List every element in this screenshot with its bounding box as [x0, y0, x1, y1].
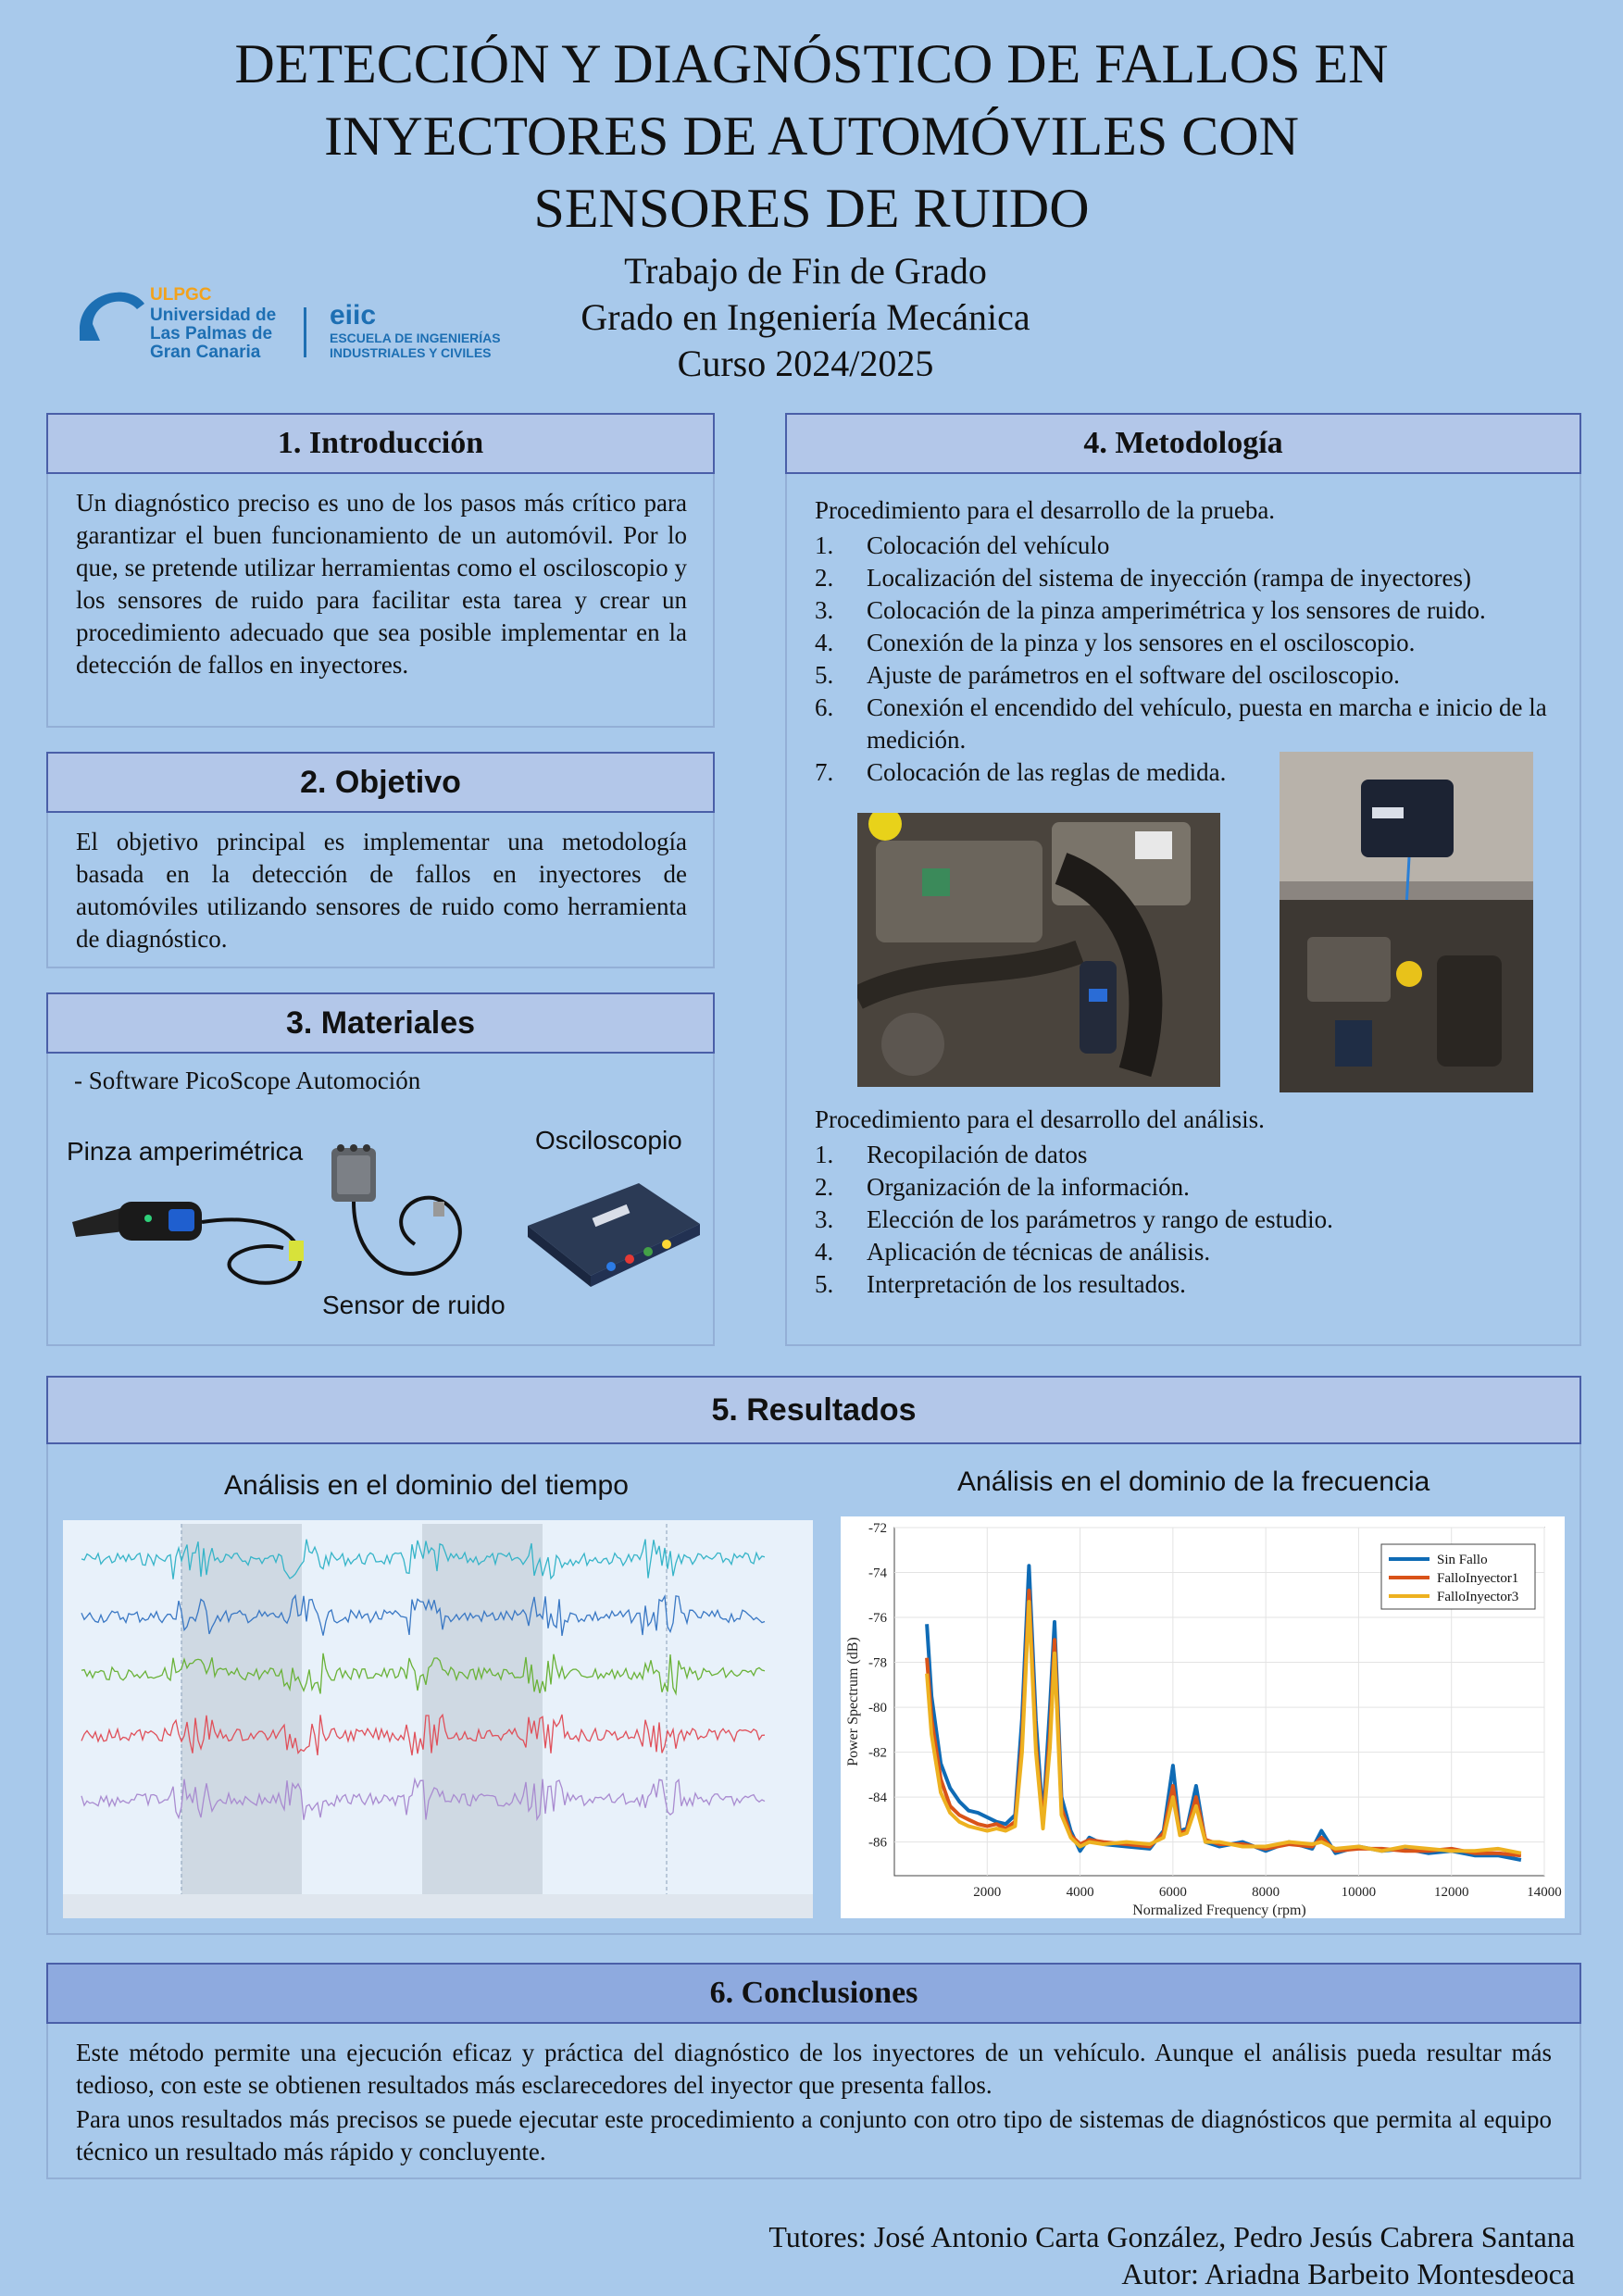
sensor-label: Sensor de ruido [322, 1291, 506, 1319]
x-tick-label: 10000 [1341, 1885, 1377, 1900]
logo-university-line: Universidad de [150, 306, 277, 325]
title-line: INYECTORES DE AUTOMÓVILES CON [324, 106, 1299, 167]
y-tick-label: -78 [868, 1655, 887, 1671]
conclusions-paragraph: Para unos resultados más precisos se puede ejecutar este procedimiento a conjunto con otro tipo de sistemas de diagnósticos que permita al equipo técnico un resultado más rápido y concluyente. [76, 2105, 1552, 2165]
author-line: Autor: Ariadna Barbeito Montesdeoca [1121, 2257, 1575, 2290]
step-number: 1. [815, 531, 834, 559]
section-results [46, 1376, 1581, 1935]
logo-eiic: eiic [330, 300, 377, 331]
y-tick-label: -82 [868, 1745, 887, 1761]
frequency-domain-chart [841, 1516, 1565, 1918]
step-text: Elección de los parámetros y rango de estudio. [867, 1205, 1333, 1233]
section-methodology [785, 413, 1581, 1346]
procedure-step [815, 1139, 1555, 1171]
section-heading: 4. Metodología [785, 413, 1581, 474]
scope-shaded-region [422, 1524, 543, 1894]
step-number: 5. [815, 1270, 834, 1298]
oscilloscope-illustration [518, 1170, 704, 1291]
x-tick-label: 6000 [1158, 1885, 1187, 1900]
conclusions-paragraph: Este método permite una ejecución eficaz y práctica del diagnóstico de los inyectores de un vehículo. Aunque el análisis pueda resultar más tedioso, con este se obtienen resultados más esclarecedores del inyector que presenta fallos. [76, 2039, 1552, 2099]
title-line: DETECCIÓN Y DIAGNÓSTICO DE FALLOS EN [234, 33, 1389, 94]
step-text: Organización de la información. [867, 1173, 1190, 1201]
section-introduction [46, 413, 715, 728]
noise-sensor-illustration [322, 1142, 480, 1291]
step-text: Colocación de la pinza amperimétrica y los sensores de ruido. [867, 596, 1486, 624]
step-number: 6. [815, 693, 834, 721]
engine-photo [857, 813, 1220, 1087]
intro-text: Un diagnóstico preciso es uno de los pasos más crítico para garantizar el buen funcionamiento de un automóvil. Por lo que, se pretende utilizar herramientas como el osciloscopio y los sensores de ruido para facilitar esta tarea y crear un procedimiento adecuado que sea posible implementar en la detección de fallos en inyectores. [76, 489, 687, 679]
section-heading: 1. Introducción [46, 413, 715, 474]
x-tick-label: 12000 [1433, 1885, 1469, 1900]
y-tick-label: -84 [868, 1791, 887, 1806]
step-number: 1. [815, 1141, 834, 1168]
y-axis-label: Power Spectrum (dB) [845, 1637, 861, 1766]
procedure-step [815, 562, 1555, 594]
procedure-step [815, 692, 1555, 756]
software-label: - Software PicoScope Automoción [74, 1067, 421, 1094]
university-logo [72, 276, 517, 368]
procedure-step [815, 627, 1555, 659]
x-tick-label: 14000 [1527, 1885, 1562, 1900]
legend-entry: FalloInyector1 [1437, 1571, 1519, 1586]
logo-university-line: Gran Canaria [150, 343, 261, 362]
procedure-step [815, 1236, 1555, 1268]
step-text: Aplicación de técnicas de análisis. [867, 1238, 1211, 1266]
x-tick-label: 4000 [1066, 1885, 1094, 1900]
oscilloscope-in-car-photo [1280, 752, 1533, 1092]
y-tick-label: -72 [868, 1521, 887, 1536]
step-number: 4. [815, 1238, 834, 1266]
scope-time-ruler [63, 1894, 813, 1918]
section-heading: 6. Conclusiones [46, 1963, 1581, 2024]
poster-title [0, 28, 1623, 244]
section-conclusions [46, 1963, 1581, 2179]
logo-ulpgc: ULPGC [150, 285, 212, 305]
logo-school-line: INDUSTRIALES Y CIVILES [330, 345, 492, 360]
ulpgc-emblem-icon [72, 276, 517, 368]
step-number: 2. [815, 1173, 834, 1201]
step-number: 5. [815, 661, 834, 689]
y-tick-label: -76 [868, 1611, 887, 1627]
legend-entry: Sin Fallo [1437, 1553, 1488, 1567]
step-number: 2. [815, 564, 834, 592]
step-text: Localización del sistema de inyección (rampa de inyectores) [867, 564, 1471, 592]
step-number: 3. [815, 1205, 834, 1233]
legend-entry: FalloInyector3 [1437, 1590, 1519, 1604]
step-text: Ajuste de parámetros en el software del osciloscopio. [867, 661, 1400, 689]
time-domain-title: Análisis en el dominio del tiempo [224, 1470, 629, 1501]
methodology-intro-analysis: Procedimiento para el desarrollo del análisis. [815, 1105, 1265, 1133]
step-number: 7. [815, 758, 834, 786]
procedure-step [815, 1204, 1555, 1236]
title-line: SENSORES DE RUIDO [533, 178, 1090, 239]
y-tick-label: -86 [868, 1835, 887, 1851]
step-text: Colocación del vehículo [867, 531, 1110, 559]
step-text: Colocación de las reglas de medida. [867, 758, 1227, 786]
subtitle-line: Grado en Ingeniería Mecánica [581, 296, 1030, 338]
tutors-line: Tutores: José Antonio Carta González, Pedro Jesús Cabrera Santana [768, 2220, 1575, 2253]
frequency-domain-title: Análisis en el dominio de la frecuencia [957, 1466, 1430, 1497]
scope-label: Osciloscopio [535, 1126, 682, 1154]
objective-text: El objetivo principal es implementar una metodología basada en la detección de fallos en inyectores de automóviles utilizando sensores de ruido como herramienta de diagnóstico. [76, 828, 687, 953]
poster-subtitle [463, 248, 1148, 387]
clamp-label: Pinza amperimétrica [67, 1137, 304, 1166]
x-tick-label: 8000 [1252, 1885, 1280, 1900]
current-clamp-illustration [69, 1176, 318, 1296]
step-text: Interpretación de los resultados. [867, 1270, 1186, 1298]
y-tick-label: -74 [868, 1566, 887, 1581]
step-number: 3. [815, 596, 834, 624]
procedure-step [815, 659, 1555, 692]
x-axis-label: Normalized Frequency (rpm) [1132, 1903, 1306, 1918]
step-number: 4. [815, 629, 834, 656]
section-heading: 3. Materiales [46, 992, 715, 1054]
scope-shaded-region [181, 1524, 302, 1894]
subtitle-line: Curso 2024/2025 [677, 343, 934, 384]
section-objective [46, 752, 715, 968]
time-domain-plot [63, 1520, 813, 1918]
procedure-step [815, 530, 1555, 562]
step-text: Conexión de la pinza y los sensores en el osciloscopio. [867, 629, 1416, 656]
x-tick-label: 2000 [973, 1885, 1002, 1900]
procedure-step [815, 594, 1555, 627]
section-heading: 5. Resultados [46, 1376, 1581, 1444]
test-procedure-list [815, 530, 1555, 789]
analysis-procedure-list [815, 1139, 1555, 1301]
methodology-intro-test: Procedimiento para el desarrollo de la prueba. [815, 496, 1276, 524]
section-materials [46, 992, 715, 1346]
step-text: Conexión el encendido del vehículo, puesta en marcha e inicio de la medición. [867, 693, 1547, 754]
procedure-step [815, 1268, 1555, 1301]
y-tick-label: -80 [868, 1701, 887, 1716]
step-text: Recopilación de datos [867, 1141, 1088, 1168]
section-heading: 2. Objetivo [46, 752, 715, 813]
procedure-step [815, 1171, 1555, 1204]
logo-school-line: ESCUELA DE INGENIERÍAS [330, 331, 501, 345]
logo-university-line: Las Palmas de [150, 324, 273, 343]
subtitle-line: Trabajo de Fin de Grado [624, 250, 987, 292]
